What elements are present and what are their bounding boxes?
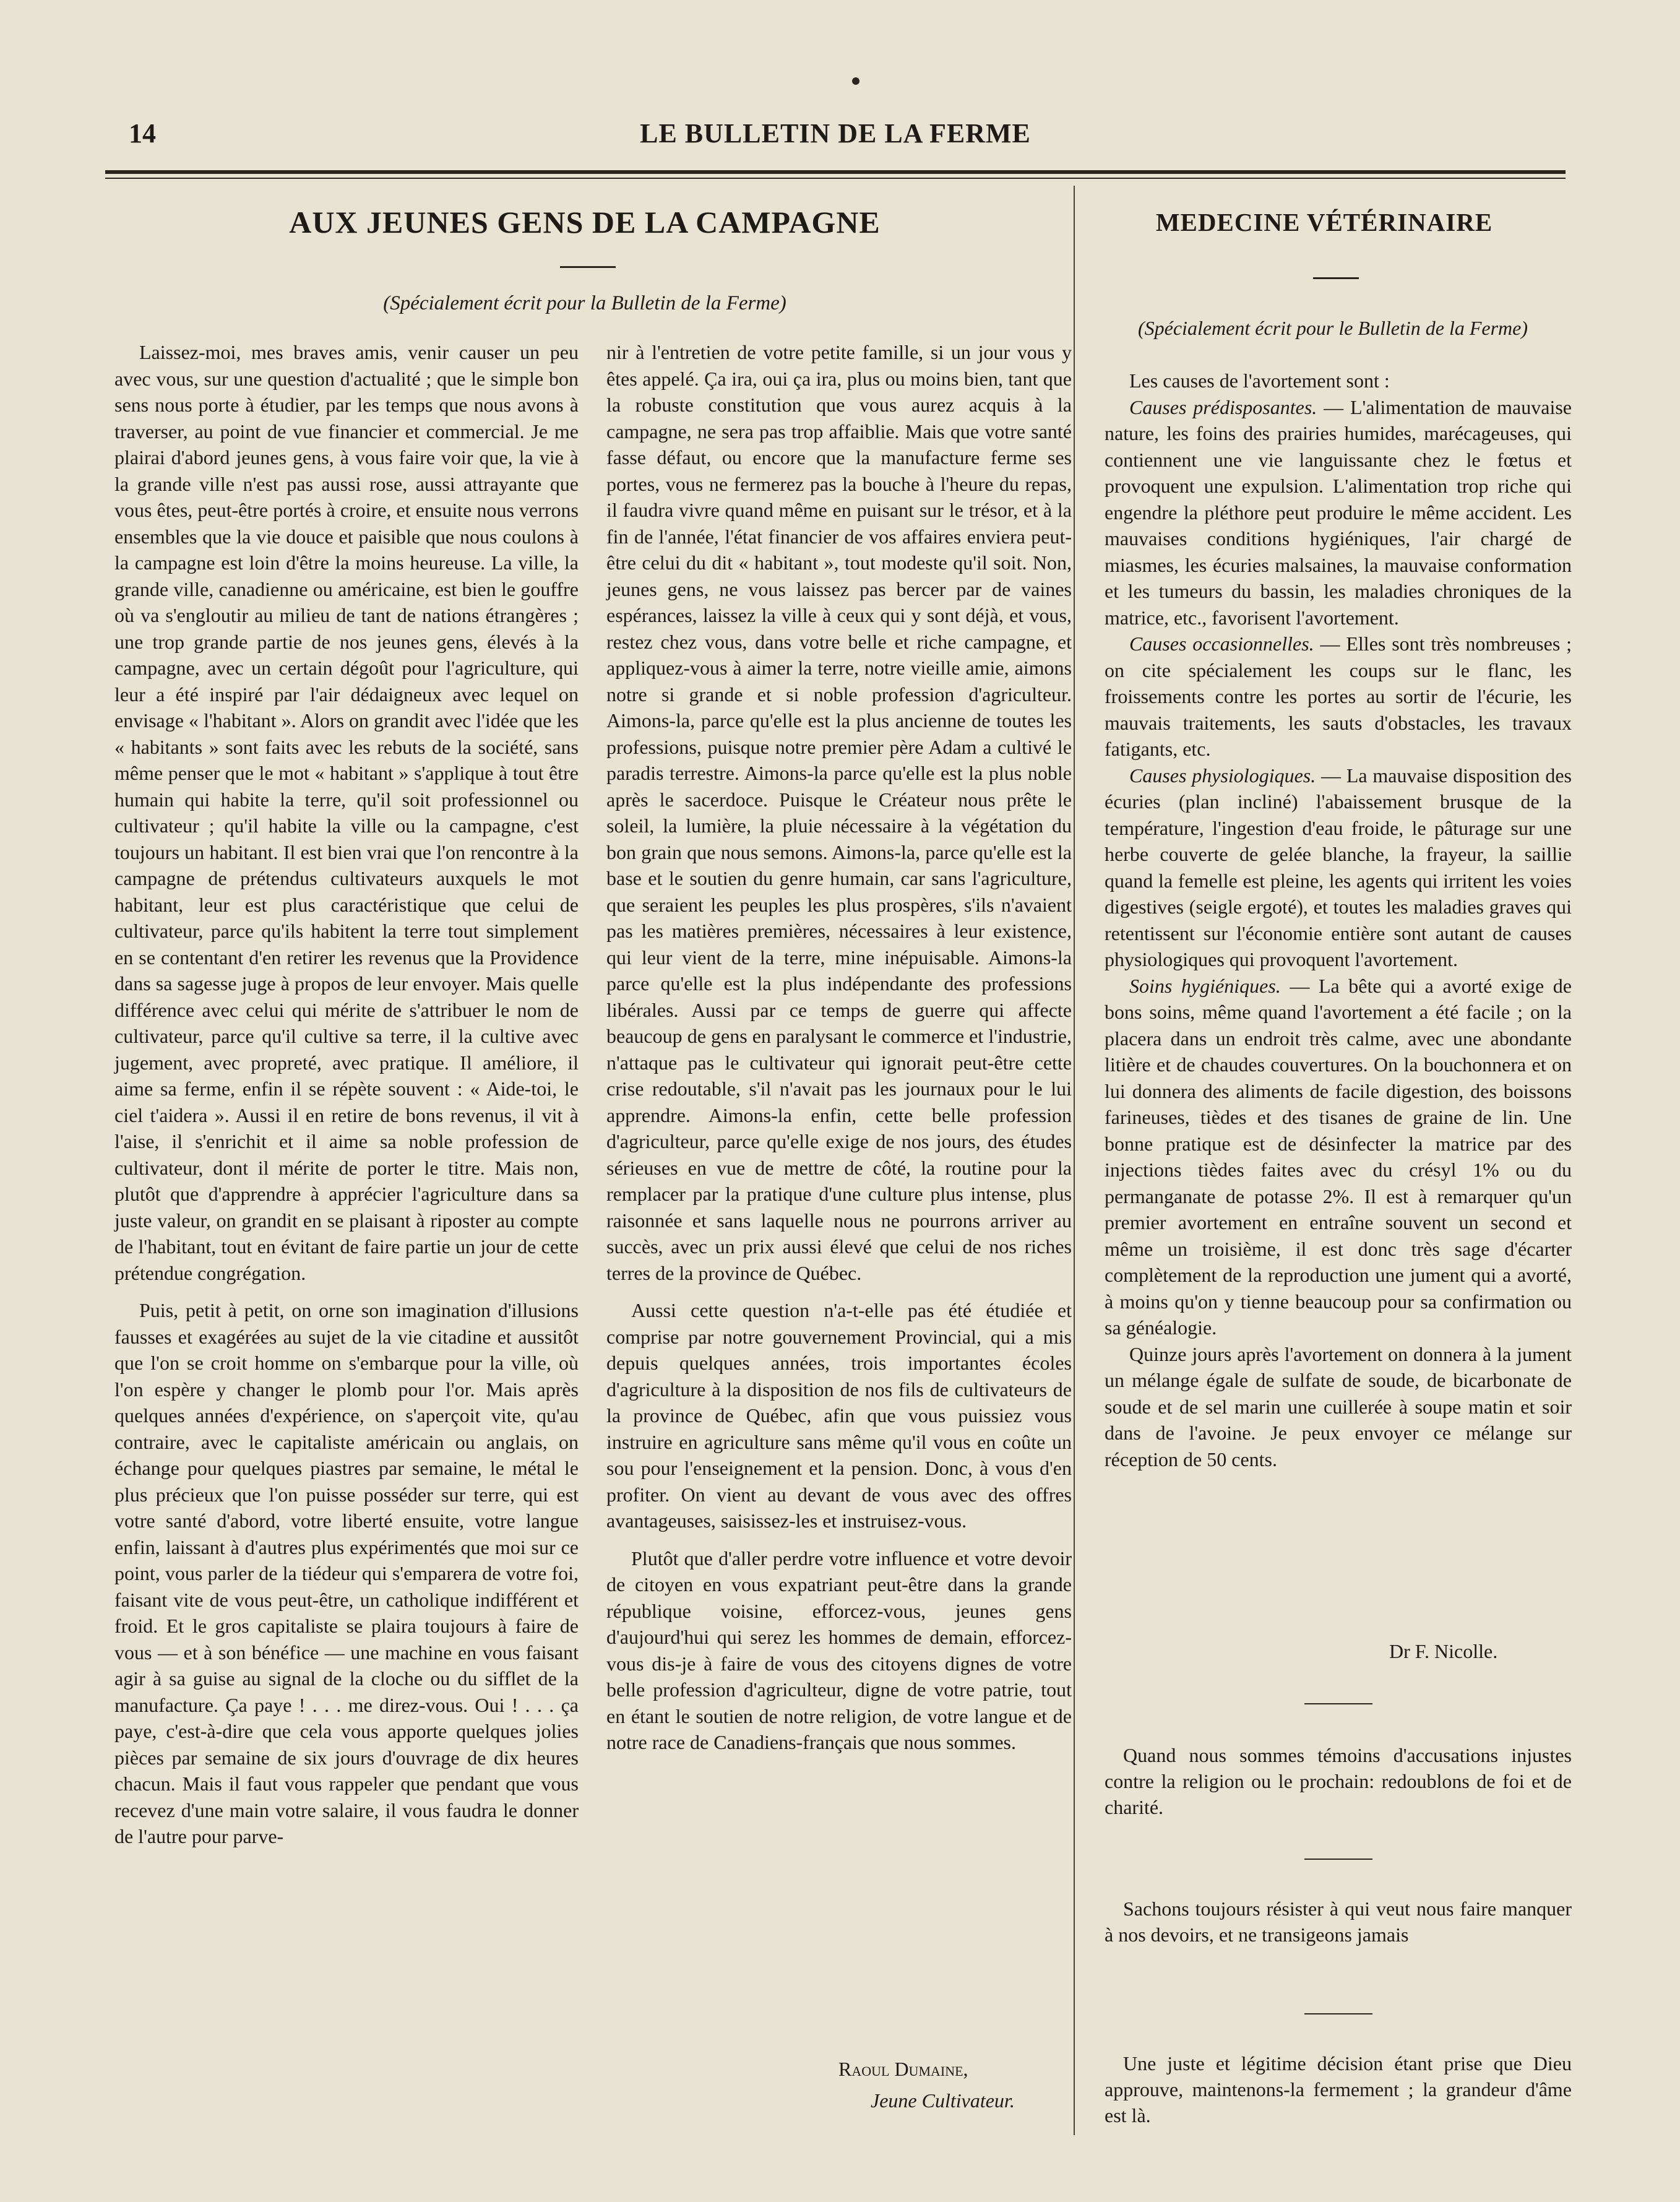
section-label: Soins hygiéniques.	[1129, 974, 1281, 997]
section-text: — Elles sont très nombreuses ; on cite spécialement les coups sur le flanc, les froissements contre les portes au sortir de l'écurie, les mauvais traitements, les sauts d'obstacles, les travaux fatigants, etc.	[1105, 633, 1572, 760]
paragraph	[1105, 394, 1572, 631]
paragraph: Les causes de l'avortement sont :	[1129, 369, 1390, 392]
vet-signature: Dr F. Nicolle.	[1389, 1640, 1498, 1662]
paragraph: Plutôt que d'aller perdre votre influence et votre devoir de citoyen en vous expatriant peut-être dans la grande république voisine, efforcez-vous, jeunes gens d'aujourd'hui qui serez les hommes de demain, efforcez-vous dis-je à faire de vous des citoyens dignes de votre belle profession d'agriculteur, digne de votre patrie, tout en étant le soutien de notre religion, de votre langue et de notre race de Canadiens-français que nous sommes.	[606, 1547, 1072, 1753]
author-name: Raoul Dumaine,	[838, 2058, 968, 2080]
journal-title: LE BULLETIN DE LA FERME	[640, 118, 1031, 149]
section-label: Causes prédisposantes.	[1129, 395, 1317, 418]
section-label: Causes physiologiques.	[1129, 764, 1316, 787]
title-rule-left	[560, 266, 616, 268]
separator-rule	[1304, 2013, 1372, 2014]
paragraph	[1105, 762, 1572, 973]
paragraph: Aussi cette question n'a-t-elle pas été étudiée et comprise par notre gouvernement Provincial, qui a mis depuis quelques années, trois importantes écoles d'agriculture à la disposition de nos fils de cultivateurs de la province de Québec, afin que vous puissiez vous instruire en agriculture sans même qu'il vous en coûte un sou pour l'enseignement et la pension. Donc, à vous d'en profiter. On vient au devant de vous avec des offres avantageuses, saisissez-les et instruisez-vous.	[606, 1299, 1072, 1532]
separator-rule	[1304, 1703, 1372, 1704]
paragraph: Laissez-moi, mes braves amis, venir causer un peu avec vous, sur une question d'actualité ; que le simple bon sens nous porte à étudier, par les temps que nous avons à traverser, au point de vue financier et commercial. Je me plairai d'abord jeunes gens, à vous faire voir que, la vie à la grande ville n'est pas aussi rose, aussi attrayante que vous êtes, peut-être portés à croire, et ensuite nous verrons ensembles que la vie douce et paisible que nous coulons à la campagne est loin d'être la moins heureuse. La ville, la grande ville, canadienne ou américaine, est bien le gouffre où va s'engloutir au milieu de tant de nations étrangères ; une trop grande partie de nos jeunes gens, élevés à la campagne, avec un certain dégoût pour l'agriculture, qui leur a été inspiré par l'air dédaigneux avec lequel on envisage « l'habitant ». Alors on grandit avec l'idée que les « habitants » sont faits avec les rebuts de la société, sans même penser que le mot « habitant » s'applique à tout être humain qui habite la terre, qu'il soit professionnel ou cultivateur ; qu'il habite la ville ou la campagne, c'est toujours un habitant. Il est bien vrai que l'on rencontre à la campagne de prétendus cultivateurs auxquels le mot habitant, leur est plus caractéristique que celui de cultivateur, parce qu'ils habitent la terre tout simplement en se contentant d'en retirer les revenus que la Providence dans sa sagesse juge à propos de leur envoyer. Mais quelle différence avec celui qui mérite de s'attribuer le nom de cultivateur, parce qu'il cultive sa terre, il la cultive avec jugement, avec propreté, avec pratique. Il améliore, il aime sa ferme, enfin il se répète souvent : « Aide-toi, le ciel t'aidera ». Aussi il en retire de bons revenus, il vit à l'aise, il s'enrichit et il aime sa noble profession de cultivateur, dont il mérite de porter le titre. Mais non, plutôt que d'apprendre à apprécier l'agriculture dans sa juste valeur, on grandit en se plaisant à riposter au compte de l'habitant, tout en évitant de faire partie un jour de cette prétendue congrégation.	[114, 341, 579, 1284]
paragraph	[1105, 973, 1572, 1341]
header-rule-thin	[105, 178, 1566, 179]
ink-dot	[852, 77, 859, 85]
paragraph: Puis, petit à petit, on orne son imagination d'illusions fausses et exagérées au sujet de la vie citadine et aussitôt que l'on se croit homme on s'embarque pour la ville, où l'on espère y changer le plomb pour l'or. Mais après quelques années d'expérience, on s'aperçoit vite, qu'au contraire, avec le capitaliste américain ou anglais, on échange pour quelques piastres par semaine, le métal le plus précieux que l'on puisse posséder sur terre, qui est votre santé d'abord, votre liberté ensuite, votre langue enfin, laissant à d'autres plus expérimentés que moi sur ce point, vous parler de la tiédeur qui s'emparera de votre foi, faisant vite de vous peut-être, un catholique indifférent et froid. Et le gros capitaliste se plaira toujours à faire de vous — et à son bénéfice — une machine en vous faisant agir à sa guise au signal de la cloche ou du sifflet de la manufacture. Ça paye ! . . . me direz-vous. Oui ! . . . ça paye, c'est-à-dire que cela vous apporte quelques jolies pièces par semaine de six jours d'ouvrage de dix heures chacun. Mais il faut vous rappeler que pendant que vous recevez d'une main votre salaire, il vous faudra le donner de l'autre pour parve-	[114, 1299, 579, 1847]
section-text: — L'alimentation de mauvaise nature, les foins des prairies humides, marécageuses, qui contiennent une vie languissante chez le fœtus et provoquent une expulsion. L'alimentation trop riche qui engendre la pléthore peut produire le même accident. Les mauvaises conditions hygiéniques, l'air chargé de miasmes, les écuries malsaines, la mauvaise conformation et les tumeurs du bassin, les maladies chroniques de la matrice, etc., favorisent l'avortement.	[1105, 395, 1572, 629]
article-right-column	[1105, 368, 1572, 1472]
paragraph: nir à l'entretien de votre petite famille, si un jour vous y êtes appelé. Ça ira, oui ça ira, plus ou moins bien, tant que la robuste constitution que vous aurez acquis à la campagne, ne sera pas trop affaiblie. Mais que votre santé fasse défaut, ou encore que la manufacture ferme ses portes, vous ne fermerez pas la bouche à l'heure du repas, il faudra vivre quand même en puisant sur le trésor, et à la fin de l'année, l'état financier de vos affaires enviera peut-être celui du dit « habitant », tout modeste qu'il soit. Non, jeunes gens, ne vous laissez pas bercer par de vaines espérances, laissez la ville à ceux qui y sont déjà, et vous, restez chez vous, dans votre belle et riche campagne, et appliquez-vous à aimer la terre, notre vieille amie, aimons notre si grande et si noble profession d'agriculteur. Aimons-la, parce qu'elle est la plus ancienne de toutes les professions, puisque notre premier père Adam a cultivé le paradis terrestre. Aimons-la parce qu'elle est la plus noble après le sacerdoce. Puisque le Créateur nous prête le soleil, la lumière, la pluie nécessaire à la végétation du bon grain que nous semons. Aimons-la, parce qu'elle est la base et le soutien du genre humain, car sans l'agriculture, que seraient les peuples les plus prospères, s'ils n'avaient pas les matières premières, nécessaires à leur existence, qui leur vient de la terre, mine inépuisable. Aimons-la parce qu'elle est la plus indépendante des professions libérales. Aussi par ce temps de guerre qui affecte beaucoup de gens en paralysant le commerce et l'industrie, n'attaque pas le cultivateur qui ignorait peut-être cette crise redoutable, s'il n'avait pas les journaux pour le lui apprendre. Aimons-la enfin, cette belle profession d'agriculteur, parce qu'elle exige de nos jours, des études sérieuses en vue de mettre de côté, la routine pour la remplacer par la pratique d'une culture plus intense, plus raisonnée et sans laquelle nous ne pourrons arriver au succès, avec un prix aussi élevé que celui de nos riches terres de la province de Québec.	[606, 341, 1072, 1284]
title-rule-right	[1313, 277, 1359, 279]
author-title: Jeune Cultivateur.	[871, 2089, 1015, 2112]
filler-note-1: Quand nous sommes témoins d'accusations injustes contre la religion ou le prochain: redoublons de foi et de charité.	[1105, 1744, 1572, 1818]
column-divider	[1074, 186, 1075, 2135]
section-text: — La mauvaise disposition des écuries (plan incliné) l'abaissement brusque de la température, l'ingestion d'eau froide, le pâturage sur une herbe couverte de gelée blanche, la frayeur, la saillie quand la femelle est pleine, les agents qui irritent les voies digestives (seigle ergoté), et toutes les maladies graves qui retentissent sur l'économie entière sont autant de causes physiologiques qui provoquent l'avortement.	[1105, 764, 1572, 970]
byline-left: (Spécialement écrit pour la Bulletin de la Ferme)	[383, 292, 786, 314]
page-header	[105, 118, 1566, 161]
article-title-right: MEDECINE VÉTÉRINAIRE	[1155, 208, 1493, 236]
page-number: 14	[129, 118, 156, 149]
paragraph: Quinze jours après l'avortement on donnera à la jument un mélange égale de sulfate de soude, de bicarbonate de soude et de sel marin une cuillerée à soupe matin et soir dans de l'avoine. Je peux envoyer ce mélange sur réception de 50 cents.	[1105, 1342, 1572, 1470]
article-left-column-1	[114, 339, 579, 1850]
author-signature	[838, 2058, 1015, 2112]
article-left-column-2	[606, 339, 1072, 1756]
filler-note-2: Sachons toujours résister à qui veut nous faire manquer à nos devoirs, et ne transigeons jamais	[1105, 1898, 1572, 1946]
filler-note-3: Une juste et légitime décision étant prise que Dieu approuve, maintenons-la fermement ; la grandeur d'âme est là.	[1105, 2052, 1572, 2126]
header-rule-thick	[105, 170, 1566, 174]
separator-rule	[1304, 1859, 1372, 1860]
article-title-left: AUX JEUNES GENS DE LA CAMPAGNE	[289, 205, 881, 240]
section-label: Causes occasionnelles.	[1129, 633, 1314, 655]
byline-right: (Spécialement écrit pour le Bulletin de la Ferme)	[1137, 317, 1528, 339]
paragraph	[1105, 631, 1572, 762]
section-text: — La bête qui a avorté exige de bons soins, même quand l'avortement a été facile ; on la placera dans un endroit très calme, avec une abondante litière et de chaudes couvertures. On la bouchonnera et on lui donnera des aliments de facile digestion, des boissons farineuses, tièdes et des tisanes de graine de lin. Une bonne pratique est de désinfecter la matrice par des injections tièdes faites avec du crésyl 1% ou du permanganate de potasse 2%. Il est à remarquer qu'un premier avortement en entraîne souvent un second et même un troisième, il est donc très sage d'écarter complètement de la reproduction une jument qui a avorté, à moins qu'on y tienne beaucoup pour sa confirmation ou sa généalogie.	[1105, 974, 1572, 1339]
